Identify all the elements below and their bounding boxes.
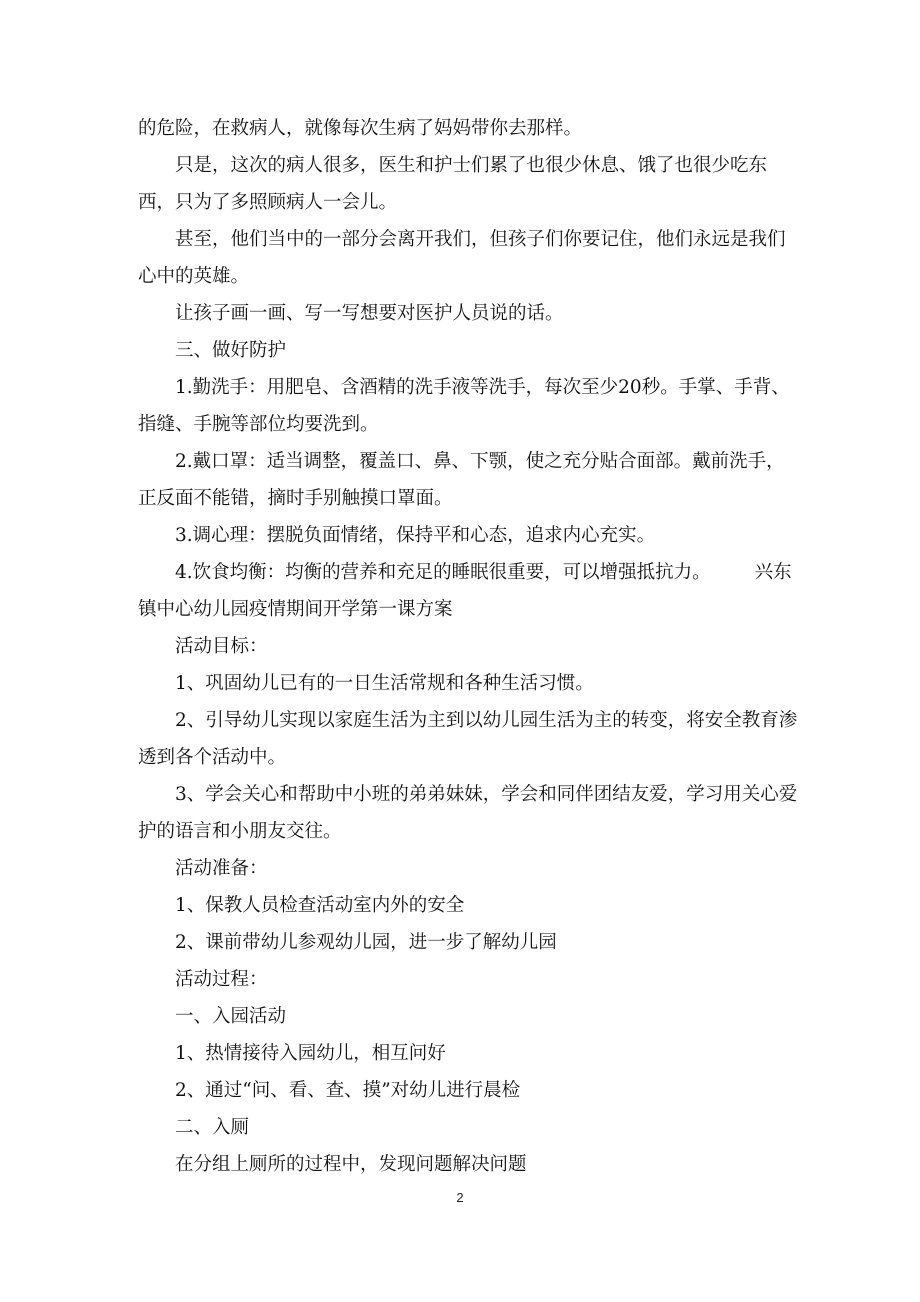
- list-item: 1、热情接待入园幼儿，相互问好: [175, 1043, 446, 1064]
- list-item: 2、课前带幼儿参观幼儿园，进一步了解幼儿园: [175, 932, 557, 953]
- list-item: 3.调心理：摆脱负面情绪，保持平和心态，追求内心充实。: [175, 525, 656, 546]
- list-item-with-title: [138, 554, 798, 628]
- document-body: [138, 110, 798, 1183]
- page-number: 2: [456, 1190, 464, 1205]
- section-heading: 活动准备：: [175, 858, 268, 879]
- list-item: 1.勤洗手：用肥皂、含酒精的洗手液等洗手，每次至少20秒。手掌、手背、指缝、手腕等部位均要洗到。: [138, 377, 790, 435]
- plan-title: 兴东镇中心幼儿园疫情期间开学第一课方案: [138, 562, 792, 620]
- list-item: 2.戴口罩：适当调整，覆盖口、鼻、下颚，使之充分贴合面部。戴前洗手，正反面不能错，摘时手别触摸口罩面。: [138, 451, 785, 509]
- paragraph: 在分组上厕所的过程中，发现问题解决问题: [175, 1154, 527, 1175]
- list-item: 2、通过“问、看、查、摸”对幼儿进行晨检: [175, 1080, 521, 1101]
- list-item-text: 4.饮食均衡：均衡的营养和充足的睡眠很重要，可以增强抵抗力。: [175, 562, 711, 583]
- paragraph: 只是，这次的病人很多，医生和护士们累了也很少休息、饿了也很少吃东西，只为了多照顾病人一会儿。: [138, 155, 768, 213]
- section-heading: 一、入园活动: [175, 1006, 287, 1027]
- paragraph: 甚至，他们当中的一部分会离开我们，但孩子们你要记住，他们永远是我们心中的英雄。: [138, 229, 786, 287]
- section-heading: 二、入厕: [175, 1117, 250, 1138]
- list-item: 1、保教人员检查活动室内外的安全: [175, 895, 465, 916]
- list-item: 3、学会关心和帮助中小班的弟弟妹妹，学会和同伴团结友爱，学习用关心爱护的语言和小朋友交往。: [138, 784, 798, 842]
- list-item: 2、引导幼儿实现以家庭生活为主到以幼儿园生活为主的转变，将安全教育渗透到各个活动中。: [138, 710, 798, 768]
- paragraph: 的危险，在救病人，就像每次生病了妈妈带你去那样。: [138, 118, 583, 139]
- list-item: 1、巩固幼儿已有的一日生活常规和各种生活习惯。: [175, 673, 594, 694]
- section-heading: 活动目标：: [175, 636, 268, 657]
- section-heading: 三、做好防护: [175, 340, 287, 361]
- section-heading: 活动过程：: [175, 969, 268, 990]
- paragraph: 让孩子画一画、写一写想要对医护人员说的话。: [175, 303, 564, 324]
